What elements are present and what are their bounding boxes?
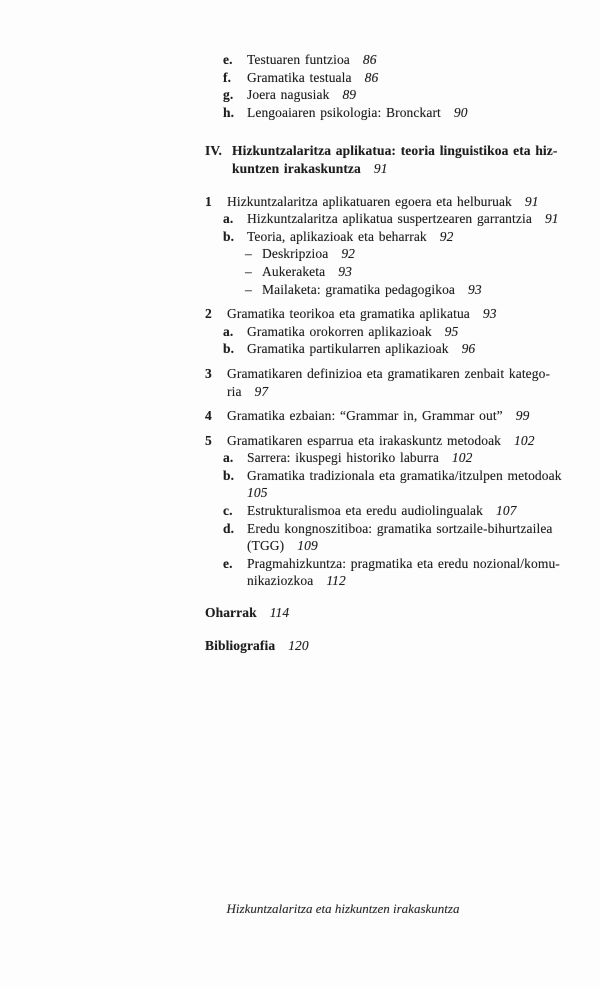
page-number: 93 [468,281,482,297]
entry-label: 1 [205,193,212,209]
toc-entry [205,604,595,622]
page-number: 105 [247,485,268,501]
entry-title: Gramatikaren esparrua eta irakaskuntz metodoak [227,432,502,448]
toc-entry [223,104,595,122]
entry-label: 3 [205,365,212,381]
toc-entry [245,245,595,263]
entry-label: f. [223,69,232,85]
entry-label: b. [223,467,235,483]
entry-label: 2 [205,306,212,322]
page-number: 91 [544,211,559,227]
entry-title: Gramatika ezbaian: “Grammar in, Grammar out” [227,408,503,424]
entry-title: Oharrak [205,605,257,621]
toc-entry [205,305,595,323]
running-footer: Hizkuntzalaritza eta hizkuntzen irakaskuntza [226,901,460,916]
toc-entry [223,467,595,502]
toc-entry [223,228,595,246]
entry-title-continuation: (TGG) [247,538,285,554]
entry-title: Mailaketa: gramatika pedagogikoa [262,281,456,297]
entry-label: g. [223,87,234,103]
toc-entry [223,449,595,467]
entry-title-continuation: nikaziozkoa [247,573,314,589]
page-number: 114 [269,605,290,621]
page-number: 93 [482,306,497,322]
entry-label: a. [223,450,234,466]
toc-entry [223,51,595,69]
entry-title: Gramatika teorikoa eta gramatika aplikatua [227,306,470,322]
entry-title: Teoria, aplikazioak eta beharrak [247,228,427,244]
page-number: 92 [439,228,454,244]
entry-title: Joera nagusiak [247,87,330,103]
dash-bullet: – [245,281,252,297]
page-number: 107 [496,503,517,519]
page-number: 86 [364,69,379,85]
section-heading [205,142,595,177]
dash-bullet: – [245,246,252,262]
entry-label: b. [223,341,235,357]
entry-label: h. [223,104,235,120]
entry-label: 4 [205,408,212,424]
entry-title: Gramatika testuala [247,69,352,85]
toc-entry [205,407,595,425]
page-number: 86 [362,52,377,67]
entry-title: Hizkuntzalaritza aplikatuaren egoera eta helburuak [227,193,512,209]
page-number: 99 [515,408,530,424]
entry-title: Estrukturalismoa eta eredu audiolingualak [247,503,483,519]
toc-entry [205,193,595,211]
section-heading-label: IV. [205,143,222,159]
page-number: 96 [461,341,476,357]
page-number: 89 [342,87,357,103]
page-number: 91 [524,193,539,209]
entry-label: b. [223,228,235,244]
dash-bullet: – [245,263,252,279]
toc-entry [245,281,595,299]
toc-entry [223,555,595,590]
entry-label: d. [223,520,235,536]
toc-content [205,51,595,654]
entry-title: Eredu kongnoszitiboa: gramatika sortzaile-bihurtzailea [247,520,553,536]
entry-title: Aukeraketa [262,263,326,279]
toc-entry [205,432,595,450]
page-number: 93 [338,263,352,279]
toc-entry [245,263,595,281]
toc-entry [205,637,595,655]
entry-title: Gramatika orokorren aplikazioak [247,323,432,339]
entry-label: a. [223,323,234,339]
page-number: 92 [341,246,356,262]
entry-label: c. [223,503,233,519]
entry-label: a. [223,211,234,227]
toc-entry [223,69,595,87]
section-heading-title-line2: kuntzen irakaskuntza [232,160,361,176]
entry-title: Deskripzioa [262,246,329,262]
entry-title: Hizkuntzalaritza aplikatua suspertzearen garrantzia [247,211,532,227]
entry-title: Pragmahizkuntza: pragmatika eta eredu nozional/komu- [247,555,560,571]
toc-entry [223,520,595,555]
entry-label: e. [223,555,233,571]
entry-label: 5 [205,432,212,448]
entry-title: Gramatika partikularren aplikazioak [247,341,449,357]
page-number: 112 [326,573,346,589]
entry-title: Sarrera: ikuspegi historiko laburra [247,450,439,466]
entry-title: Gramatika tradizionala eta gramatika/itzulpen metodoak [247,467,562,483]
page-number: 97 [254,383,269,399]
page-number: 109 [297,538,318,554]
page-number: 102 [514,432,535,448]
page-number: 95 [444,323,459,339]
entry-title-continuation: ria [227,383,242,399]
entry-title: Bibliografia [205,637,276,653]
entry-title: Testuaren funtzioa [247,52,350,67]
toc-entry [223,502,595,520]
entry-label: e. [223,52,233,67]
page-number: 90 [453,104,468,120]
page-number: 102 [451,450,473,466]
entry-title: Gramatikaren definizioa eta gramatikaren zenbait katego- [227,365,551,381]
page-number: 91 [373,160,388,176]
page-number: 120 [288,637,309,653]
toc-entry [223,340,595,358]
entry-title: Lengoaiaren psikologia: Bronckart [247,104,441,120]
toc-entry [223,323,595,341]
section-heading-title-line1: Hizkuntzalaritza aplikatua: teoria linguistikoa eta hiz- [232,143,558,159]
toc-entry [223,86,595,104]
toc-entry [223,210,595,228]
toc-entry [205,365,595,400]
